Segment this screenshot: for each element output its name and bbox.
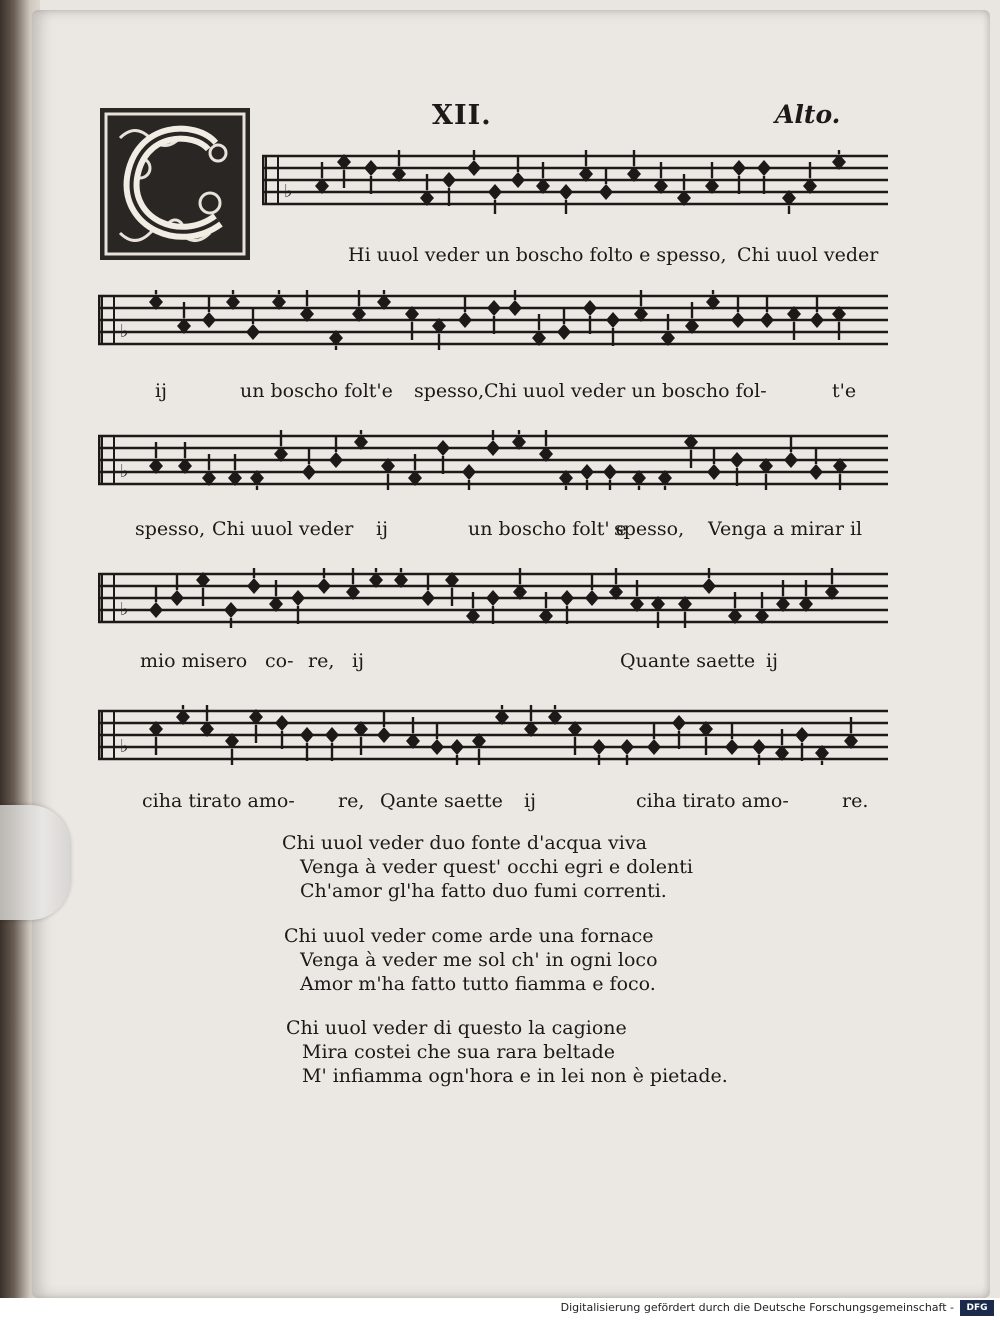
svg-text:♭: ♭: [120, 599, 129, 620]
lyric-3f: Venga a mirar il: [708, 518, 863, 540]
lyric-4e: Quante saette: [620, 650, 756, 672]
lyric-5d: ij: [524, 790, 536, 812]
dfg-logo: DFG: [960, 1300, 994, 1316]
poem-stanza-2-line-1: Chi uuol veder come arde una fornace: [284, 925, 654, 947]
poem-stanza-1-line-1: Chi uuol veder duo fonte d'acqua viva: [282, 832, 647, 854]
poem-stanza-3-line-2: Mira costei che sua rara beltade: [302, 1041, 616, 1063]
digitization-footer: [0, 1298, 1000, 1320]
lyric-4b: co-: [265, 650, 294, 672]
lyric-2c: spesso,: [414, 380, 485, 402]
poem-stanza-3-line-3: M' infiamma ogn'hora e in lei non è pietade.: [302, 1065, 728, 1087]
poem-stanza-2-line-2: Venga à veder me sol ch' in ogni loco: [300, 949, 658, 971]
voice-part-label: Alto.: [775, 100, 841, 129]
lyric-5e: ciha tirato amo-: [636, 790, 789, 812]
lyric-1b: Chi uuol veder: [737, 244, 879, 266]
poem-stanza-3-line-1: Chi uuol veder di questo la cagione: [286, 1017, 627, 1039]
lyric-4c: re,: [308, 650, 335, 672]
lyric-3a: spesso,: [135, 518, 206, 540]
poem-stanza-1-line-3: Ch'amor gl'ha fatto duo fumi correnti.: [300, 880, 667, 902]
footer-credit-text: Digitalisierung gefördert durch die Deutsche Forschungsgemeinschaft -: [560, 1301, 954, 1314]
lyric-5b: re,: [338, 790, 365, 812]
music-stave-2: [98, 290, 888, 350]
lyric-4f: ij: [766, 650, 778, 672]
music-stave-4: [98, 568, 888, 628]
music-stave-1: [262, 150, 888, 214]
lyric-1a: Hi uuol veder un boscho folto e spesso,: [348, 244, 727, 266]
lyric-3b: Chi uuol veder: [212, 518, 354, 540]
lyric-3c: ij: [376, 518, 388, 540]
svg-text:♭: ♭: [120, 461, 129, 482]
lyric-5f: re.: [842, 790, 869, 812]
music-stave-5: [98, 705, 888, 765]
svg-text:♭: ♭: [120, 321, 129, 342]
lyric-2d: Chi uuol veder un boscho fol-: [484, 380, 767, 402]
decorated-initial-c: [100, 108, 250, 260]
lyric-3e: spesso,: [614, 518, 685, 540]
lyric-2b: un boscho folt'e: [240, 380, 393, 402]
lyric-4d: ij: [352, 650, 364, 672]
poem-stanza-2-line-3: Amor m'ha fatto tutto fiamma e foco.: [300, 973, 656, 995]
poem-stanza-1-line-2: Venga à veder quest' occhi egri e dolenti: [300, 856, 693, 878]
svg-text:♭: ♭: [120, 736, 129, 757]
lyric-5a: ciha tirato amo-: [142, 790, 295, 812]
page-clip-tab: [0, 805, 70, 920]
lyric-2e: t'e: [832, 380, 857, 402]
lyric-4a: mio misero: [140, 650, 248, 672]
lyric-2a: ij: [155, 380, 167, 402]
svg-text:♭: ♭: [284, 181, 293, 202]
piece-number: XII.: [432, 100, 492, 131]
lyric-5c: Qante saette: [380, 790, 503, 812]
lyric-3d: un boscho folt' e: [468, 518, 627, 540]
music-stave-3: [98, 430, 888, 490]
